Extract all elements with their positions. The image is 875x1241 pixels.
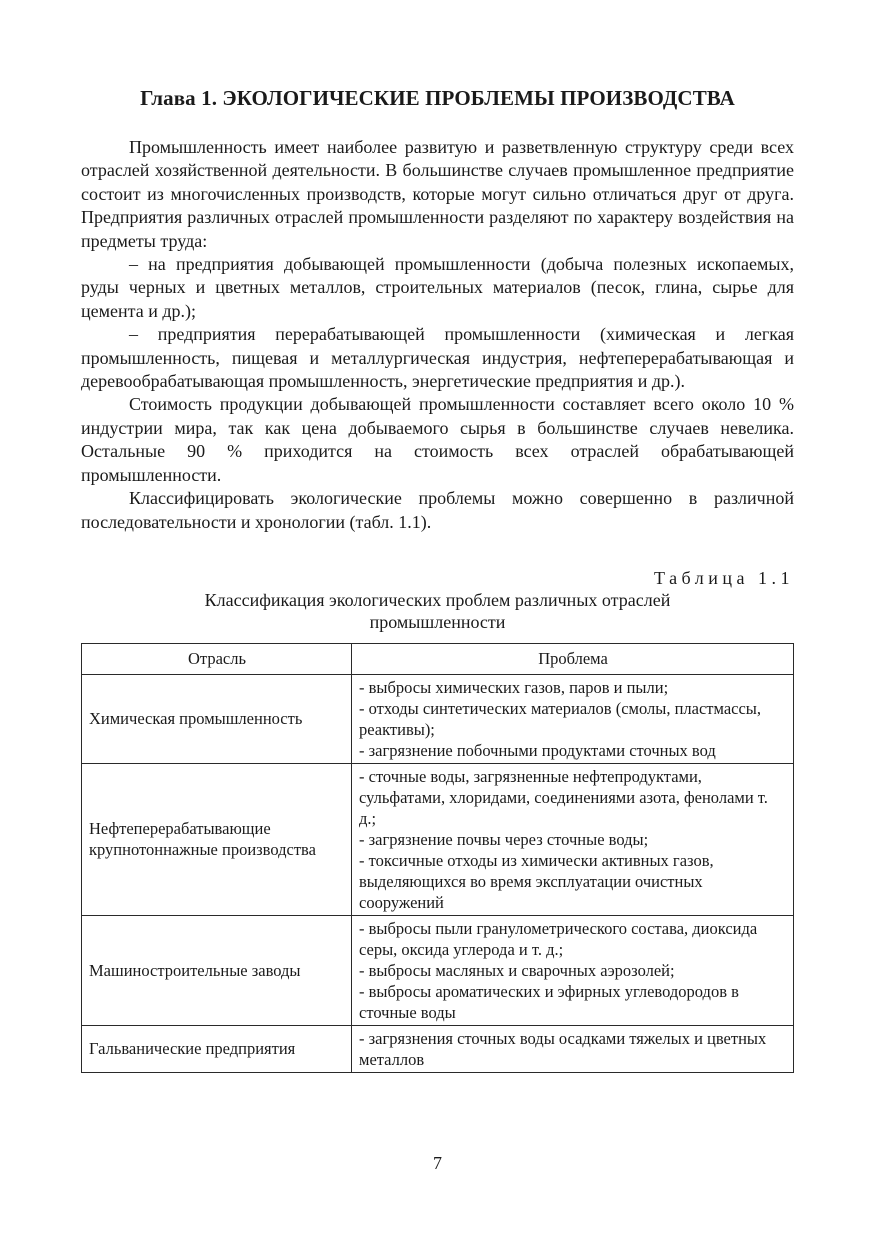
paragraph-cost: Стоимость продукции добывающей промышленности составляет всего около 10 % индустрии мира, так как цена добываемого сырья в большинстве случаев невелика. Остальные 90 % приходится на стоимость всех отраслей обрабатывающей промышленности. [81,394,794,485]
table-title: Классификация экологических проблем различных отраслей промышленности [204,589,671,632]
problem-item: - отходы синтетических материалов (смолы, пластмассы, реактивы); [359,698,762,739]
industry-cell: Гальванические предприятия [82,1025,352,1072]
problem-item: - выбросы масляных и сварочных аэрозолей; [359,960,675,980]
paragraph-processing: – предприятия перерабатывающей промышленности (химическая и легкая промышленность, пищевая и металлургическая индустрия, нефтеперерабатывающая и деревообрабатывающая промышленность, энергетические предприятия и др.). [81,324,794,392]
paragraph-extractive: – на предприятия добывающей промышленности (добыча полезных ископаемых, руды черных и цветных металлов, строительных материалов (песок, глина, сырье для цемента и др.); [81,254,794,321]
table-row [82,915,794,1025]
header-industry: Отрасль [82,643,352,674]
paragraph-classification: Классифицировать экологические проблемы можно совершенно в различной последовательности и хронологии (табл. 1.1). [81,488,794,532]
page-content [81,84,794,1073]
industry-cell: Нефтеперерабатывающие крупнотоннажные производства [82,763,352,915]
paragraph-intro: Промышленность имеет наиболее развитую и разветвленную структуру среди всех отраслей хозяйственной деятельности. В большинстве случаев промышленное предприятие состоит из многочисленных производств, которые могут сильно отличаться друг от друга. Предприятия различных отраслей промышленности разделяют по характеру воздействия на предметы труда: [81,137,794,251]
problem-item: - загрязнение побочными продуктами сточных вод [359,740,716,760]
problem-item: - выбросы пыли гранулометрического состава, диоксида серы, оксида углерода и т. д.; [359,918,758,959]
problem-item: - загрязнения сточных воды осадками тяжелых и цветных металлов [359,1028,767,1069]
problem-item: - загрязнение почвы через сточные воды; [359,829,649,849]
body-text [81,136,794,534]
table-header-row [82,643,794,674]
problem-cell [352,1025,794,1072]
industry-cell: Химическая промышленность [82,674,352,763]
header-problem: Проблема [352,643,794,674]
industry-cell: Машиностроительные заводы [82,915,352,1025]
page-number: 7 [433,1153,442,1173]
problem-cell [352,674,794,763]
table-caption [81,567,794,633]
problem-cell [352,915,794,1025]
problem-cell [352,763,794,915]
table-row [82,1025,794,1072]
chapter-title: Глава 1. ЭКОЛОГИЧЕСКИЕ ПРОБЛЕМЫ ПРОИЗВОДСТВА [140,86,735,110]
problem-item: - сточные воды, загрязненные нефтепродуктами, сульфатами, хлоридами, соединениями азота, фенолами т. д.; [359,766,768,828]
table-number: Таблица 1.1 [654,567,794,588]
problem-item: - выбросы химических газов, паров и пыли; [359,677,669,697]
problem-item: - токсичные отходы из химически активных газов, выделяющихся во время эксплуатации очистных сооружений [359,850,714,912]
table-row [82,674,794,763]
classification-table [81,643,794,1073]
problem-item: - выбросы ароматических и эфирных углеводородов в сточные воды [359,981,739,1022]
table-row [82,763,794,915]
